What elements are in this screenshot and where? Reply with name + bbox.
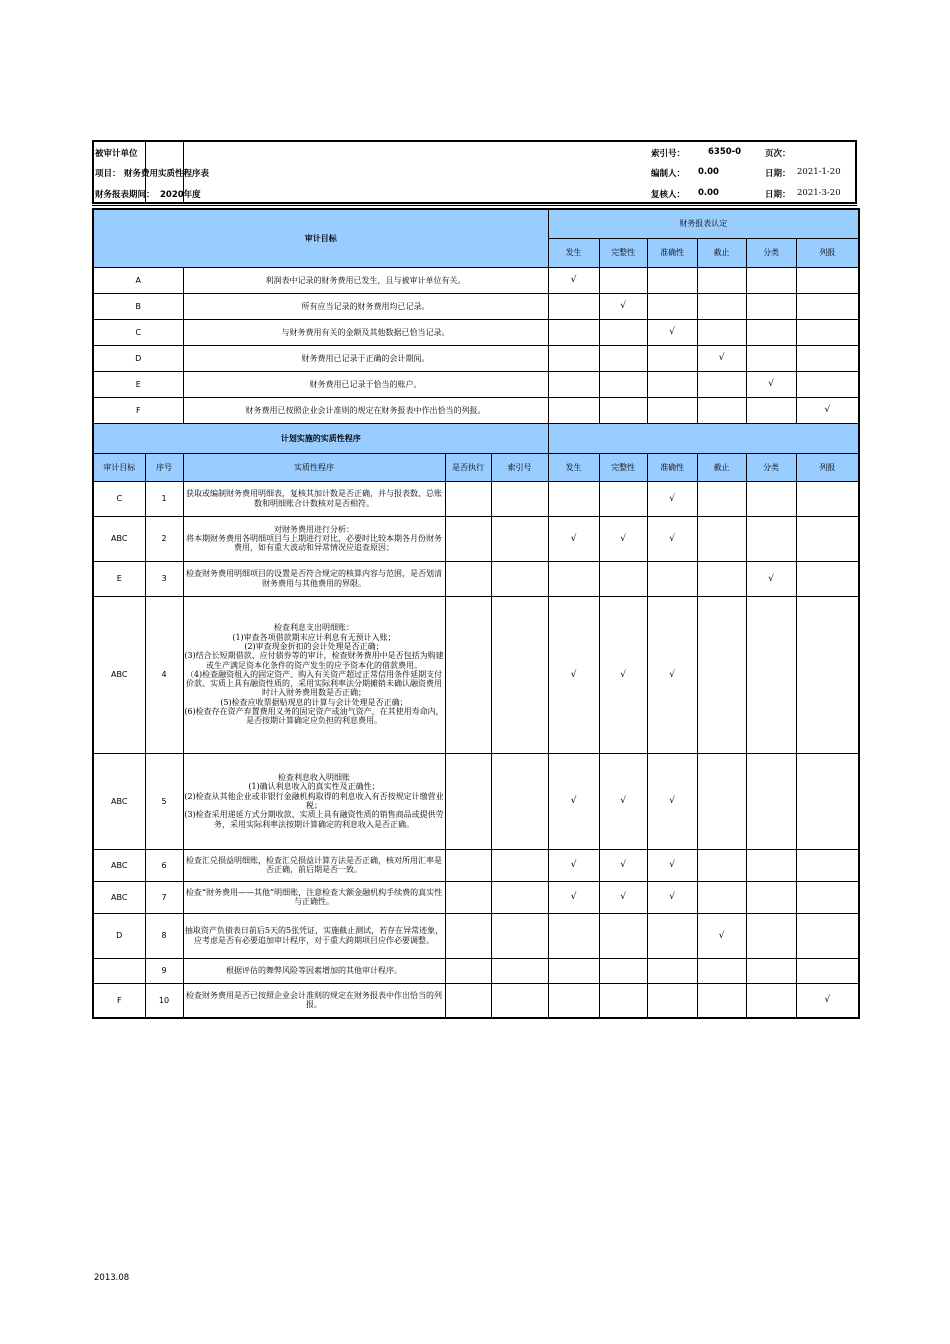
check-cell bbox=[647, 397, 697, 423]
project-value: 财务费用实质性程序表 bbox=[124, 169, 210, 179]
check-cell bbox=[548, 293, 599, 319]
check-cell bbox=[599, 481, 647, 516]
reviewer-value: 0.00 bbox=[698, 188, 719, 198]
index-cell[interactable] bbox=[491, 753, 548, 849]
index-value: 6350-0 bbox=[708, 147, 742, 157]
check-cell bbox=[548, 481, 599, 516]
index-cell[interactable] bbox=[491, 881, 548, 913]
procedure-row bbox=[93, 881, 859, 913]
procedures-title-blank bbox=[548, 423, 859, 453]
procedure-row bbox=[93, 849, 859, 881]
procedure-text: 检查财务费用明细项目的设置是否符合规定的核算内容与范围，是否划清财务费用与其他费用的界限。 bbox=[183, 561, 445, 596]
executed-cell[interactable] bbox=[445, 958, 491, 983]
check-cell: √ bbox=[647, 881, 697, 913]
procedure-text: 检查利息收入明细账 (1)确认利息收入的真实性及正确性； (2)检查从其他企业或非银行金融机构取得的利息收入有否按规定计缴营业税； (3)检查采用递延方式分期收款、实质上具有融资性质的销售商品或提供劳务，采用实际利率法按期计算确定的利息收入是否正确。 bbox=[183, 753, 445, 849]
check-cell bbox=[697, 267, 746, 293]
check-cell bbox=[599, 371, 647, 397]
procedure-row bbox=[93, 958, 859, 983]
index-cell[interactable] bbox=[491, 958, 548, 983]
check-cell: √ bbox=[599, 753, 647, 849]
check-cell bbox=[697, 561, 746, 596]
check-cell: √ bbox=[548, 849, 599, 881]
procedure-objective: F bbox=[93, 983, 145, 1018]
check-cell bbox=[697, 293, 746, 319]
executed-cell[interactable] bbox=[445, 753, 491, 849]
assertion-group-header: 财务报表认定 bbox=[548, 209, 859, 238]
check-cell: √ bbox=[548, 516, 599, 561]
procedure-row bbox=[93, 983, 859, 1018]
check-cell: √ bbox=[746, 561, 796, 596]
check-cell bbox=[697, 596, 746, 753]
procedure-objective: ABC bbox=[93, 753, 145, 849]
procedure-seq: 8 bbox=[145, 913, 183, 958]
executed-cell[interactable] bbox=[445, 881, 491, 913]
date1-value: 2021-1-20 bbox=[797, 167, 841, 177]
check-cell bbox=[746, 481, 796, 516]
check-cell bbox=[746, 516, 796, 561]
check-cell bbox=[647, 913, 697, 958]
procedure-objective: ABC bbox=[93, 849, 145, 881]
procedure-objective: ABC bbox=[93, 596, 145, 753]
procedure-seq: 7 bbox=[145, 881, 183, 913]
check-cell bbox=[796, 516, 859, 561]
preparer-label: 编制人： bbox=[651, 169, 686, 179]
index-label: 索引号： bbox=[651, 149, 686, 159]
check-cell bbox=[599, 267, 647, 293]
assertion-header: 列报 bbox=[796, 238, 859, 267]
check-cell bbox=[599, 319, 647, 345]
check-cell bbox=[746, 397, 796, 423]
header-block bbox=[92, 140, 857, 204]
project-label: 项目： bbox=[95, 169, 121, 179]
reviewer-label: 复核人： bbox=[651, 190, 686, 200]
objective-row bbox=[93, 293, 859, 319]
page-label: 页次： bbox=[765, 149, 791, 159]
date2-label: 日期： bbox=[765, 190, 791, 200]
check-cell bbox=[647, 345, 697, 371]
check-cell: √ bbox=[548, 267, 599, 293]
check-cell: √ bbox=[599, 516, 647, 561]
check-cell bbox=[746, 983, 796, 1018]
column-header-assertion: 分类 bbox=[746, 453, 796, 481]
check-cell bbox=[796, 881, 859, 913]
check-cell: √ bbox=[697, 345, 746, 371]
procedure-row bbox=[93, 753, 859, 849]
date1-label: 日期： bbox=[765, 169, 791, 179]
objective-text: 利润表中记录的财务费用已发生，且与被审计单位有关。 bbox=[183, 267, 548, 293]
index-cell[interactable] bbox=[491, 913, 548, 958]
date2-value: 2021-3-20 bbox=[797, 188, 841, 198]
check-cell bbox=[697, 371, 746, 397]
assertion-header: 发生 bbox=[548, 238, 599, 267]
executed-cell[interactable] bbox=[445, 849, 491, 881]
check-cell bbox=[796, 293, 859, 319]
objective-code: C bbox=[93, 319, 183, 345]
check-cell: √ bbox=[548, 596, 599, 753]
check-cell bbox=[796, 481, 859, 516]
procedure-objective: E bbox=[93, 561, 145, 596]
check-cell bbox=[599, 345, 647, 371]
check-cell bbox=[746, 849, 796, 881]
index-cell[interactable] bbox=[491, 849, 548, 881]
check-cell: √ bbox=[548, 753, 599, 849]
check-cell bbox=[599, 958, 647, 983]
check-cell: √ bbox=[599, 849, 647, 881]
check-cell bbox=[796, 753, 859, 849]
header-double-rule bbox=[92, 205, 857, 207]
check-cell bbox=[796, 345, 859, 371]
procedure-seq: 6 bbox=[145, 849, 183, 881]
check-cell bbox=[796, 319, 859, 345]
procedure-text: 检查财务费用是否已按照企业会计准则的规定在财务报表中作出恰当的列报。 bbox=[183, 983, 445, 1018]
check-cell bbox=[796, 596, 859, 753]
check-cell bbox=[647, 561, 697, 596]
objective-text: 所有应当记录的财务费用均已记录。 bbox=[183, 293, 548, 319]
check-cell: √ bbox=[647, 516, 697, 561]
check-cell: √ bbox=[647, 753, 697, 849]
check-cell bbox=[647, 267, 697, 293]
check-cell bbox=[796, 561, 859, 596]
check-cell bbox=[548, 397, 599, 423]
index-cell[interactable] bbox=[491, 481, 548, 516]
check-cell: √ bbox=[599, 881, 647, 913]
check-cell bbox=[796, 913, 859, 958]
check-cell bbox=[796, 371, 859, 397]
objective-row bbox=[93, 345, 859, 371]
executed-cell[interactable] bbox=[445, 516, 491, 561]
check-cell: √ bbox=[647, 596, 697, 753]
procedure-seq: 5 bbox=[145, 753, 183, 849]
objective-row bbox=[93, 267, 859, 293]
executed-cell[interactable] bbox=[445, 561, 491, 596]
procedure-seq: 4 bbox=[145, 596, 183, 753]
check-cell bbox=[746, 319, 796, 345]
check-cell bbox=[746, 913, 796, 958]
procedure-row bbox=[93, 516, 859, 561]
procedure-text: 检查“财务费用——其他”明细账，注意检查大额金融机构手续费的真实性与正确性。 bbox=[183, 881, 445, 913]
check-cell bbox=[548, 983, 599, 1018]
executed-cell[interactable] bbox=[445, 596, 491, 753]
column-header-assertion: 发生 bbox=[548, 453, 599, 481]
column-header-assertion: 准确性 bbox=[647, 453, 697, 481]
check-cell bbox=[548, 319, 599, 345]
check-cell bbox=[548, 345, 599, 371]
check-cell bbox=[746, 345, 796, 371]
check-cell bbox=[697, 397, 746, 423]
procedure-seq: 2 bbox=[145, 516, 183, 561]
check-cell bbox=[697, 516, 746, 561]
procedure-row bbox=[93, 561, 859, 596]
procedure-objective: D bbox=[93, 913, 145, 958]
check-cell bbox=[697, 881, 746, 913]
check-cell bbox=[697, 958, 746, 983]
column-header-objective: 审计目标 bbox=[93, 453, 145, 481]
procedure-row bbox=[93, 596, 859, 753]
procedure-row bbox=[93, 481, 859, 516]
index-cell[interactable] bbox=[491, 983, 548, 1018]
assertion-header: 完整性 bbox=[599, 238, 647, 267]
objective-code: A bbox=[93, 267, 183, 293]
check-cell bbox=[697, 983, 746, 1018]
check-cell bbox=[796, 849, 859, 881]
column-header-assertion: 完整性 bbox=[599, 453, 647, 481]
objective-text: 与财务费用有关的金额及其他数据已恰当记录。 bbox=[183, 319, 548, 345]
objectives-title: 审计目标 bbox=[93, 209, 548, 267]
check-cell: √ bbox=[548, 881, 599, 913]
objective-row bbox=[93, 397, 859, 423]
procedure-seq: 9 bbox=[145, 958, 183, 983]
objective-text: 财务费用已记录于恰当的账户。 bbox=[183, 371, 548, 397]
check-cell bbox=[647, 371, 697, 397]
assertion-header: 截止 bbox=[697, 238, 746, 267]
unit-label: 被审计单位 bbox=[95, 149, 138, 159]
check-cell bbox=[548, 561, 599, 596]
procedure-objective bbox=[93, 958, 145, 983]
column-header-procedure: 实质性程序 bbox=[183, 453, 445, 481]
check-cell bbox=[796, 267, 859, 293]
procedure-objective: C bbox=[93, 481, 145, 516]
check-cell: √ bbox=[746, 371, 796, 397]
check-cell bbox=[599, 561, 647, 596]
objective-row bbox=[93, 371, 859, 397]
procedure-text: 检查利息支出明细账： (1)审查各项借款期末应计利息有无预计入账； (2)审查现金折扣的会计处理是否正确； (3)结合长短期借款、应付债券等的审计，检查财务费用中是否包括为购建或生产满足资本化条件的资产发生的应予资本化的借款费用。 （4)检查融资租入的固定资产、购入有关资产超过正常信用条件延期支付价款、实质上具有融资性质的，采用实际利率法分期摊销未确认融资费用时计入财务费用数是否正确； (5)检查应收票据贴现息的计算与会计处理是否正确； (6)检查存在资产弃置费用义务的固定资产或油气资产，在其使用寿命内，是否按期计算确定应负担的利息费用。 bbox=[183, 596, 445, 753]
check-cell bbox=[599, 397, 647, 423]
period-label: 财务报表期间： bbox=[95, 190, 155, 200]
check-cell bbox=[746, 596, 796, 753]
procedure-text: 抽取资产负债表日前后5天的5张凭证，实施截止测试，若存在异常迹象，应考虑是否有必要追加审计程序，对于重大跨期项目应作必要调整。 bbox=[183, 913, 445, 958]
objective-text: 财务费用已记录于正确的会计期间。 bbox=[183, 345, 548, 371]
check-cell bbox=[746, 881, 796, 913]
executed-cell[interactable] bbox=[445, 481, 491, 516]
check-cell bbox=[796, 958, 859, 983]
procedure-text: 对财务费用进行分析： 将本期财务费用各明细项目与上期进行对比，必要时比较本期各月份财务费用，如有重大波动和异常情况应追查原因； bbox=[183, 516, 445, 561]
check-cell: √ bbox=[647, 849, 697, 881]
objective-text: 财务费用已按照企业会计准则的规定在财务报表中作出恰当的列报。 bbox=[183, 397, 548, 423]
column-header-seq: 序号 bbox=[145, 453, 183, 481]
period-value: 2020年度 bbox=[160, 190, 201, 200]
assertion-header: 分类 bbox=[746, 238, 796, 267]
check-cell bbox=[647, 983, 697, 1018]
objective-code: F bbox=[93, 397, 183, 423]
procedure-row bbox=[93, 913, 859, 958]
check-cell bbox=[746, 958, 796, 983]
check-cell: √ bbox=[697, 913, 746, 958]
procedure-text: 检查汇兑损益明细账，检查汇兑损益计算方法是否正确，核对所用汇率是否正确，前后期是否一致。 bbox=[183, 849, 445, 881]
check-cell bbox=[697, 481, 746, 516]
check-cell: √ bbox=[647, 481, 697, 516]
executed-cell[interactable] bbox=[445, 983, 491, 1018]
check-cell bbox=[697, 753, 746, 849]
check-cell bbox=[599, 983, 647, 1018]
check-cell: √ bbox=[599, 293, 647, 319]
objective-row bbox=[93, 319, 859, 345]
objective-code: D bbox=[93, 345, 183, 371]
check-cell: √ bbox=[796, 397, 859, 423]
executed-cell[interactable] bbox=[445, 913, 491, 958]
check-cell bbox=[548, 913, 599, 958]
procedure-text: 根据评估的舞弊风险等因素增加的其他审计程序。 bbox=[183, 958, 445, 983]
audit-program-table bbox=[92, 208, 860, 1019]
objective-code: B bbox=[93, 293, 183, 319]
index-cell[interactable] bbox=[491, 596, 548, 753]
check-cell bbox=[746, 293, 796, 319]
column-header-executed: 是否执行 bbox=[445, 453, 491, 481]
procedure-seq: 10 bbox=[145, 983, 183, 1018]
check-cell bbox=[746, 267, 796, 293]
check-cell bbox=[548, 958, 599, 983]
procedure-text: 获取或编制财务费用明细表，复核其加计数是否正确，并与报表数、总账数和明细账合计数核对是否相符。 bbox=[183, 481, 445, 516]
index-cell[interactable] bbox=[491, 516, 548, 561]
check-cell bbox=[647, 293, 697, 319]
version-footer: 2013.08 bbox=[94, 1273, 130, 1283]
check-cell bbox=[697, 849, 746, 881]
procedures-title: 计划实施的实质性程序 bbox=[93, 423, 548, 453]
procedure-objective: ABC bbox=[93, 516, 145, 561]
objective-code: E bbox=[93, 371, 183, 397]
check-cell: √ bbox=[796, 983, 859, 1018]
assertion-header: 准确性 bbox=[647, 238, 697, 267]
check-cell bbox=[647, 958, 697, 983]
column-header-assertion: 列报 bbox=[796, 453, 859, 481]
procedure-objective: ABC bbox=[93, 881, 145, 913]
check-cell bbox=[746, 753, 796, 849]
column-header-assertion: 截止 bbox=[697, 453, 746, 481]
column-header-index: 索引号 bbox=[491, 453, 548, 481]
check-cell bbox=[548, 371, 599, 397]
check-cell bbox=[697, 319, 746, 345]
preparer-value: 0.00 bbox=[698, 167, 719, 177]
check-cell bbox=[599, 913, 647, 958]
procedure-seq: 3 bbox=[145, 561, 183, 596]
check-cell: √ bbox=[647, 319, 697, 345]
procedure-seq: 1 bbox=[145, 481, 183, 516]
index-cell[interactable] bbox=[491, 561, 548, 596]
check-cell: √ bbox=[599, 596, 647, 753]
